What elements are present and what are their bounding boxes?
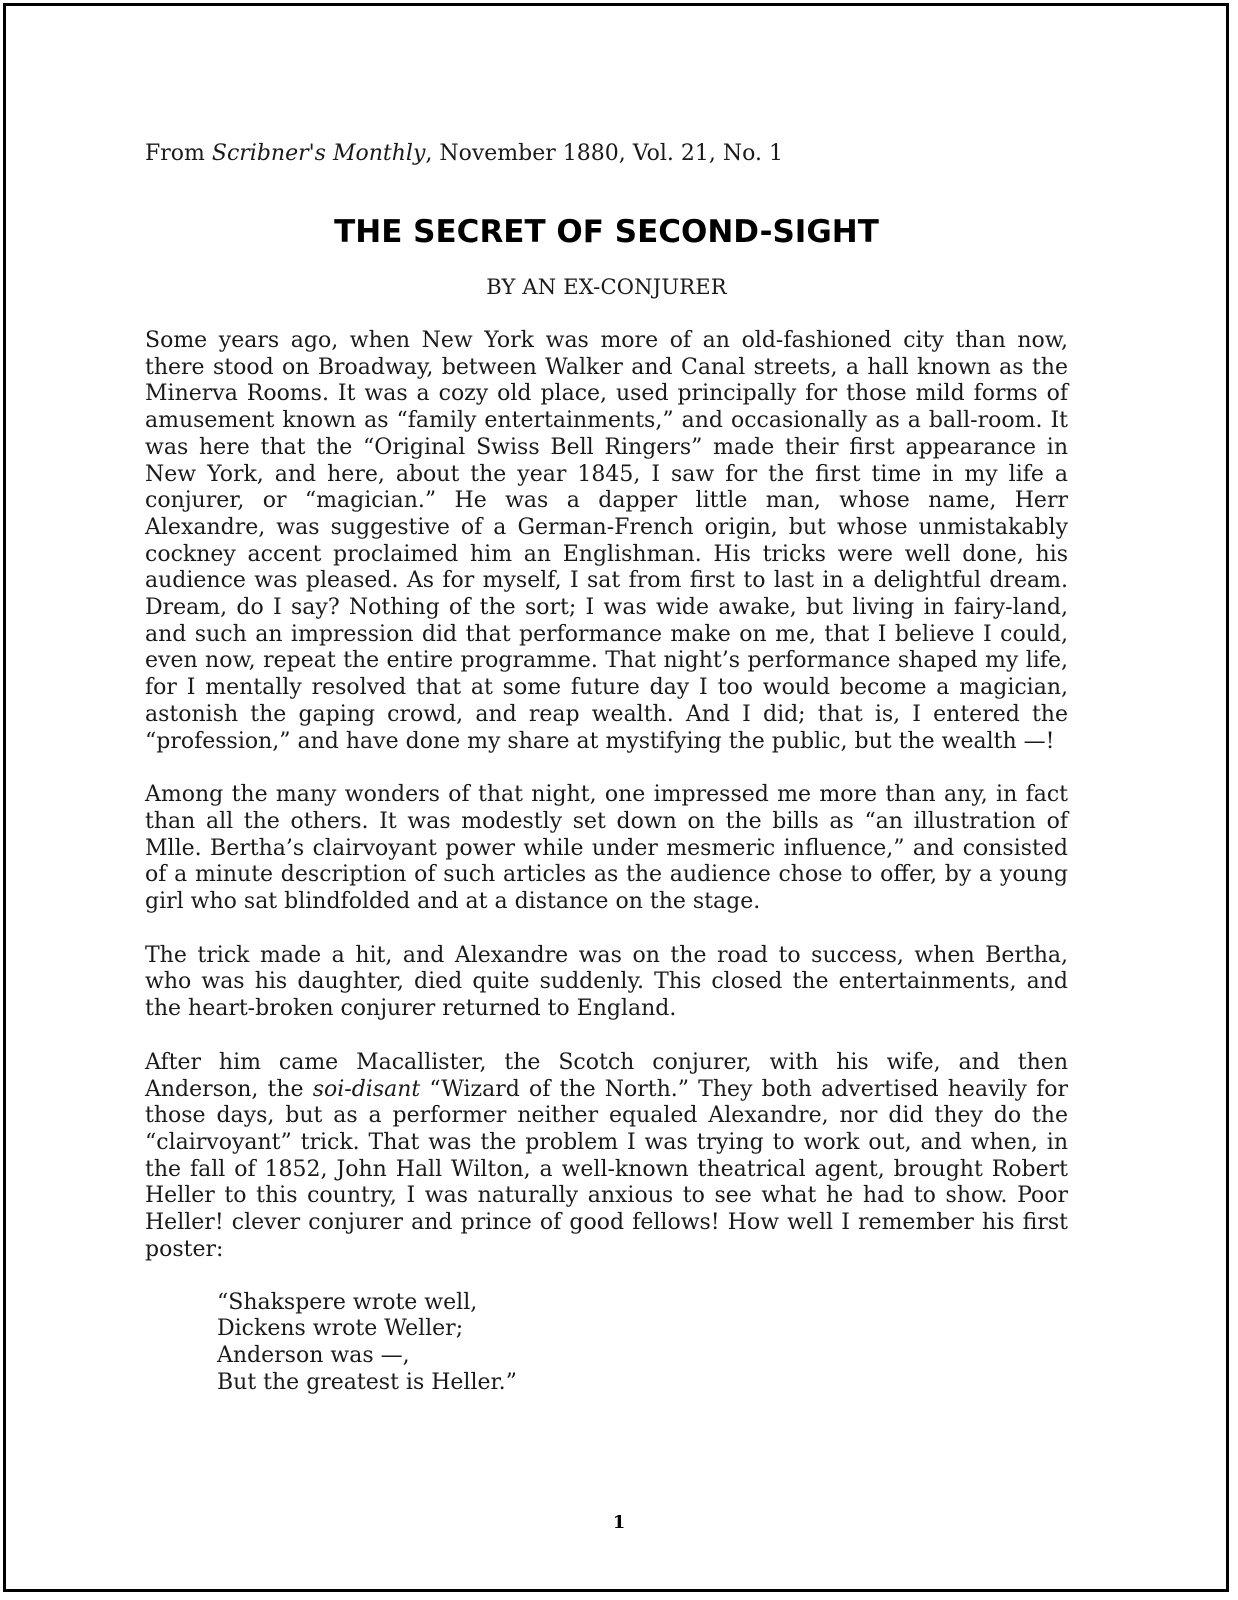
paragraph-4 xyxy=(145,1050,1068,1264)
paragraph-2: Among the many wonders of that night, one impressed me more than any, in fact than all the others. It was modestly set down on the bills as “an illustration of Mlle. Bertha’s clairvoyant power while under mesmeric influence,” and consisted of a minute description of such articles as the audience chose to offer, by a young girl who sat blindfolded and at a distance on the stage. xyxy=(145,782,1068,915)
page-number: 1 xyxy=(612,1512,626,1533)
verse-line: But the greatest is Heller.” xyxy=(217,1369,517,1395)
article-content xyxy=(145,140,1068,1396)
verse-line: Dickens wrote Weller; xyxy=(217,1316,464,1342)
paragraph-1: Some years ago, when New York was more of an old-fashioned city than now, there stood on Broadway, between Walker and Canal streets, a hall known as the Minerva Rooms. It was a cozy old place, used principally for those mild forms of amusement known as “family entertainments,” and occasionally as a ball-room. It was here that the “Original Swiss Bell Ringers” made their first appearance in New York, and here, about the year 1845, I saw for the first time in my life a conjurer, or “magician.” He was a dapper little man, whose name, Herr Alexandre, was suggestive of a German-French origin, but whose unmistakably cockney accent proclaimed him an Englishman. His tricks were well done, his audience was pleased. As for myself, I sat from first to last in a delightful dream. Dream, do I say? Nothing of the sort; I was wide awake, but living in fairy-land, and such an impression did that performance make on me, that I believe I could, even now, repeat the entire programme. That night’s performance shaped my life, for I mentally resolved that at some future day I too would become a magician, astonish the gaping crowd, and reap wealth. And I did; that is, I entered the “profession,” and have done my share at mystifying the public, but the wealth —! xyxy=(145,328,1068,754)
paragraph-4-start: After him came Macallister, the Scotch conjurer, with his wife, and then Anderson, the xyxy=(145,1049,1068,1102)
poster-verse xyxy=(217,1290,1068,1397)
source-prefix: From xyxy=(145,141,212,166)
source-details: , November 1880, Vol. 21, No. 1 xyxy=(425,141,783,166)
verse-line: Anderson was —, xyxy=(217,1342,410,1368)
source-citation xyxy=(145,140,1068,168)
magazine-name: Scribner's Monthly xyxy=(211,141,426,166)
byline: BY AN EX-CONJURER xyxy=(486,275,727,299)
paragraph-4-end: “Wizard of the North.” They both advertised heavily for those days, but as a performer neither equaled Alexandre, nor did they do the “clairvoyant” trick. That was the problem I was trying to work out, and when, in the fall of 1852, John Hall Wilton, a well-known theatrical agent, brought Robert Heller to this country, I was naturally anxious to see what he had to show. Poor Heller! clever conjurer and prince of good fellows! How well I remember his first poster: xyxy=(145,1076,1068,1262)
paragraph-4-italic: soi-disant xyxy=(312,1076,421,1102)
verse-line: “Shakspere wrote well, xyxy=(217,1289,478,1315)
article-title: THE SECRET OF SECOND-SIGHT xyxy=(334,214,879,250)
paragraph-3: The trick made a hit, and Alexandre was on the road to success, when Bertha, who was his daughter, died quite suddenly. This closed the entertainments, and the heart-broken conjurer returned to England. xyxy=(145,942,1068,1022)
